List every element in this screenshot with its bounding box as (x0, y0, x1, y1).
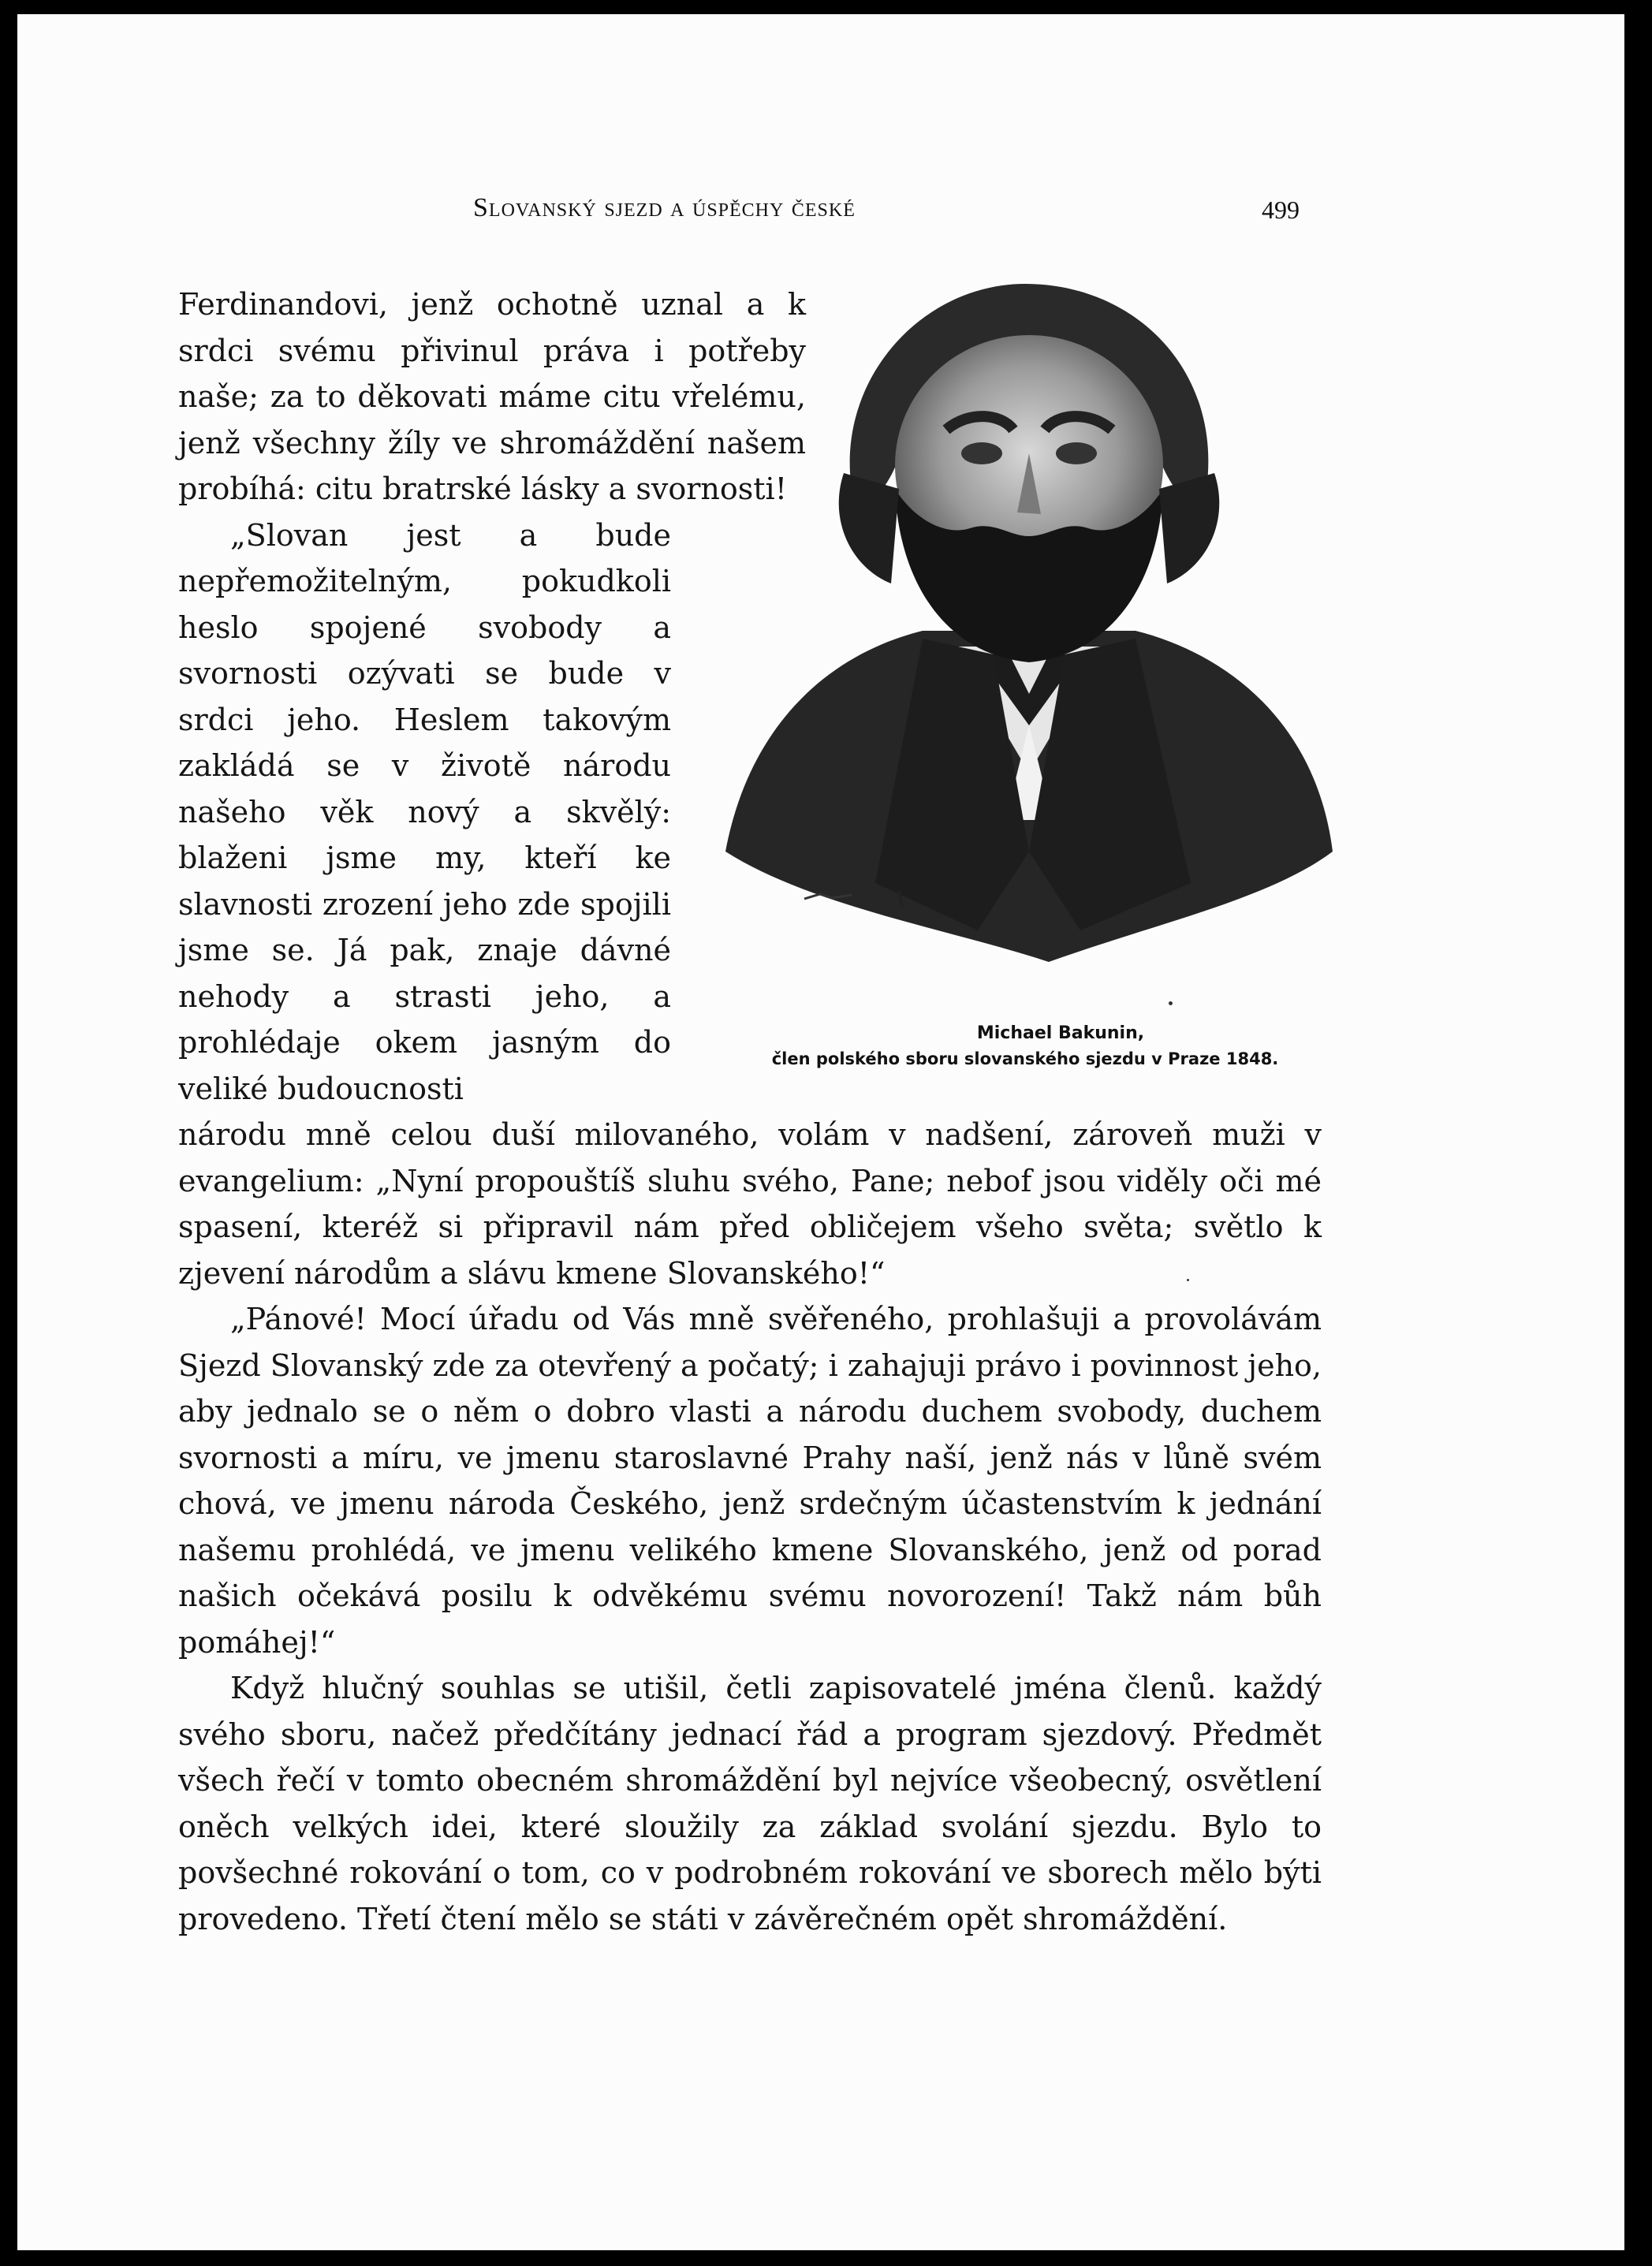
paragraph: „Pánové! Mocí úřadu od Vás mně svěřeného, prohlašuji a provolávám Sjezd Slovanský zde za otevřený a počatý; i zahajuji právo i povinnost jeho, aby jednalo se o něm o dobro vlasti a národu duchem svobody, duchem svornosti a míru, ve jmenu staroslavné Prahy naší, jenž nás v lůně svém chová, ve jmenu národa Českého, jenž srdečným účastenstvím k jednání našemu prohlédá, ve jmenu velikého kmene Slovanského, jenž od porad našich očekává posilu k odvěkému svému novorození! Takž nám bůh pomáhej!“ (178, 1302, 1322, 1660)
running-title: Slovanský sjezd a úspěchy české (473, 193, 856, 222)
text-column-full (178, 1112, 1322, 1942)
paragraph: Když hlučný souhlas se utišil, četli zapisovatelé jména členů. každý svého sboru, načež předčítány jednací řád a program sjezdový. Předmět všech řečí v tomto obecném shromáždění byl nejvíce všeobecný, osvětlení oněch velkých idei, které sloužily za základ svolání sjezdu. Bylo to povšechné rokování o tom, co v podrobném rokování ve sborech mělo býti provedeno. Třetí čtení mělo se státi v závěrečném opět shromáždění. (178, 1671, 1322, 1936)
figure-caption-name: Michael Bakunin, (976, 1023, 1145, 1043)
text-column-wrapped (178, 281, 806, 1112)
paragraph: „Slovan jest a bude nepřemožitelným, pokudkoli heslo spojené svobody a svornosti ozývati se bude v srdci jeho. Heslem takovým zakládá se v životě národu našeho věk nový a skvělý: blaženi jsme my, kteří ke slavnosti zrození jeho zde spojili jsme se. Já pak, znaje dávné nehody a strasti jeho, a prohlédaje okem jasným do veliké budoucnosti (178, 517, 671, 1106)
paragraph: národu mně celou duší milovaného, volám v nadšení, zároveň muži v evangelium: „Nyní propouštíš sluhu svého, Pane; nebof jsou viděly oči mé spasení, kteréž si připravil nám před obličejem všeho světa; světlo k zjevení národům a slávu kmene Slovanského!“ (178, 1117, 1322, 1291)
print-speck (1169, 1001, 1173, 1005)
portrait-engraving (718, 284, 1341, 962)
page-number: 499 (1262, 196, 1300, 224)
figure-caption-description: člen polského sboru slovanského sjezdu v Praze 1848. (771, 1049, 1279, 1068)
paragraph: Ferdinandovi, jenž ochotně uznal a k srdci svému přivinul práva i potřeby naše; za to děkovati máme citu vřelému, jenž všechny žíly ve shromáždění našem probíhá: citu bratrské lásky a svornosti! (178, 287, 806, 506)
